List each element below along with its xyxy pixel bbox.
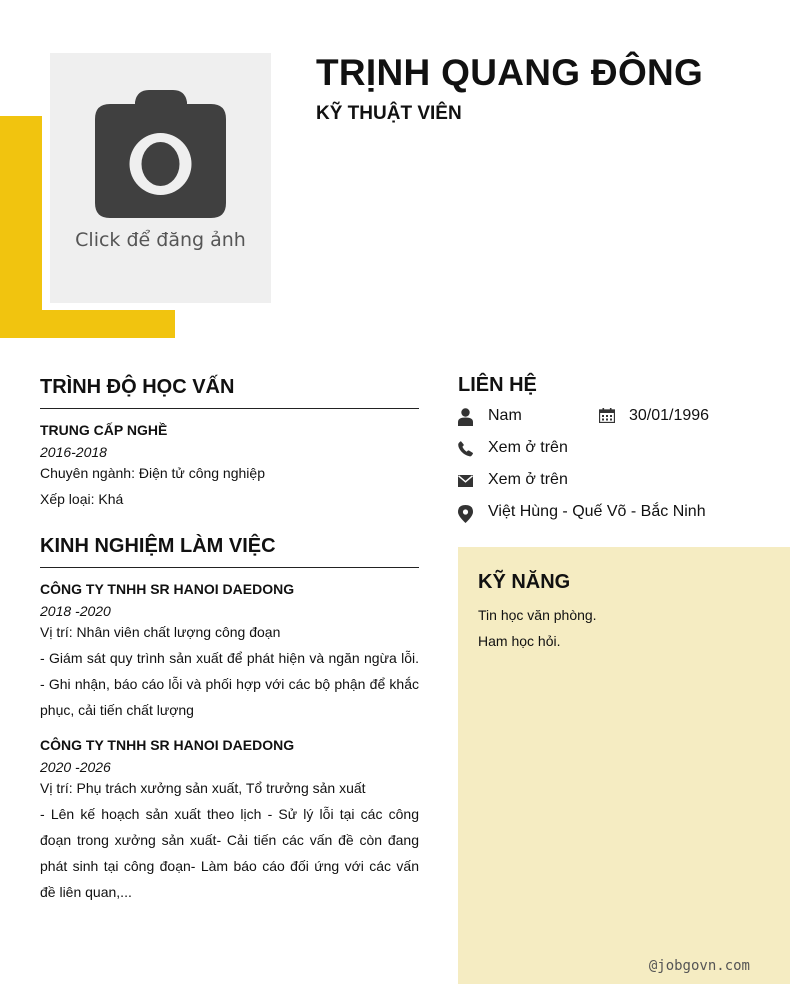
education-grade: Xếp loại: Khá [40, 491, 124, 507]
experience-item [40, 737, 419, 905]
contact-title: LIÊN HỆ [458, 374, 537, 396]
experience-role: Vị trí: Nhân viên chất lượng công đoạn [40, 624, 281, 640]
education-title: TRÌNH ĐỘ HỌC VẤN [40, 376, 235, 398]
experience-period: 2018 -2020 [40, 603, 111, 619]
accent-bar-horizontal [0, 310, 175, 338]
education-major: Chuyên ngành: Điện tử công nghiệp [40, 465, 265, 481]
phone-icon [458, 441, 474, 457]
candidate-position: KỸ THUẬT VIÊN [316, 103, 462, 124]
camera-icon [95, 90, 226, 219]
photo-upload[interactable] [50, 53, 271, 303]
experience-description: - Giám sát quy trình sản xuất để phát hiện và ngăn ngừa lỗi. - Ghi nhận, báo cáo lỗi và phối hợp với các bộ phận để khắc phục, cải tiến chất lượng [40, 650, 419, 718]
email-icon [458, 475, 473, 487]
education-period: 2016-2018 [40, 444, 107, 460]
skills-panel [458, 547, 790, 984]
experience-divider [40, 567, 419, 568]
skill-item: Tin học văn phòng. [478, 607, 597, 623]
accent-bar-vertical [0, 116, 42, 338]
contact-phone: Xem ở trên [488, 439, 568, 456]
person-icon [458, 408, 473, 426]
experience-period: 2020 -2026 [40, 759, 111, 775]
experience-title: KINH NGHIỆM LÀM VIỆC [40, 535, 276, 557]
calendar-icon [599, 408, 615, 423]
skills-list [478, 602, 597, 654]
experience-section [40, 535, 419, 905]
watermark: @jobgovn.com [648, 958, 750, 974]
experience-item [40, 581, 419, 723]
experience-role: Vị trí: Phụ trách xưởng sản xuất, Tổ trưởng sản xuất [40, 780, 366, 796]
contact-birthday: 30/01/1996 [629, 407, 710, 424]
education-school: TRUNG CẤP NGHỀ [40, 422, 168, 438]
education-section [40, 376, 419, 512]
skills-title: KỸ NĂNG [478, 571, 571, 593]
experience-description: - Lên kế hoạch sản xuất theo lịch - Sử lý lỗi tại các công đoạn trong xưởng sản xuất- Cải tiến các vấn đề còn đang phát sinh tại công đoạn- Làm báo cáo đối ứng với các vấn đề liên quan,... [40, 806, 419, 900]
candidate-name: TRỊNH QUANG ĐÔNG [316, 52, 704, 93]
contact-gender: Nam [488, 407, 522, 424]
experience-company: CÔNG TY TNHH SR HANOI DAEDONG [40, 737, 295, 753]
contact-email: Xem ở trên [488, 471, 568, 488]
photo-caption: Click để đăng ảnh [75, 229, 246, 251]
education-divider [40, 408, 419, 409]
skill-item: Ham học hỏi. [478, 633, 561, 649]
experience-company: CÔNG TY TNHH SR HANOI DAEDONG [40, 581, 295, 597]
contact-address: Việt Hùng - Quế Võ - Bắc Ninh [488, 503, 706, 520]
location-icon [458, 505, 473, 523]
